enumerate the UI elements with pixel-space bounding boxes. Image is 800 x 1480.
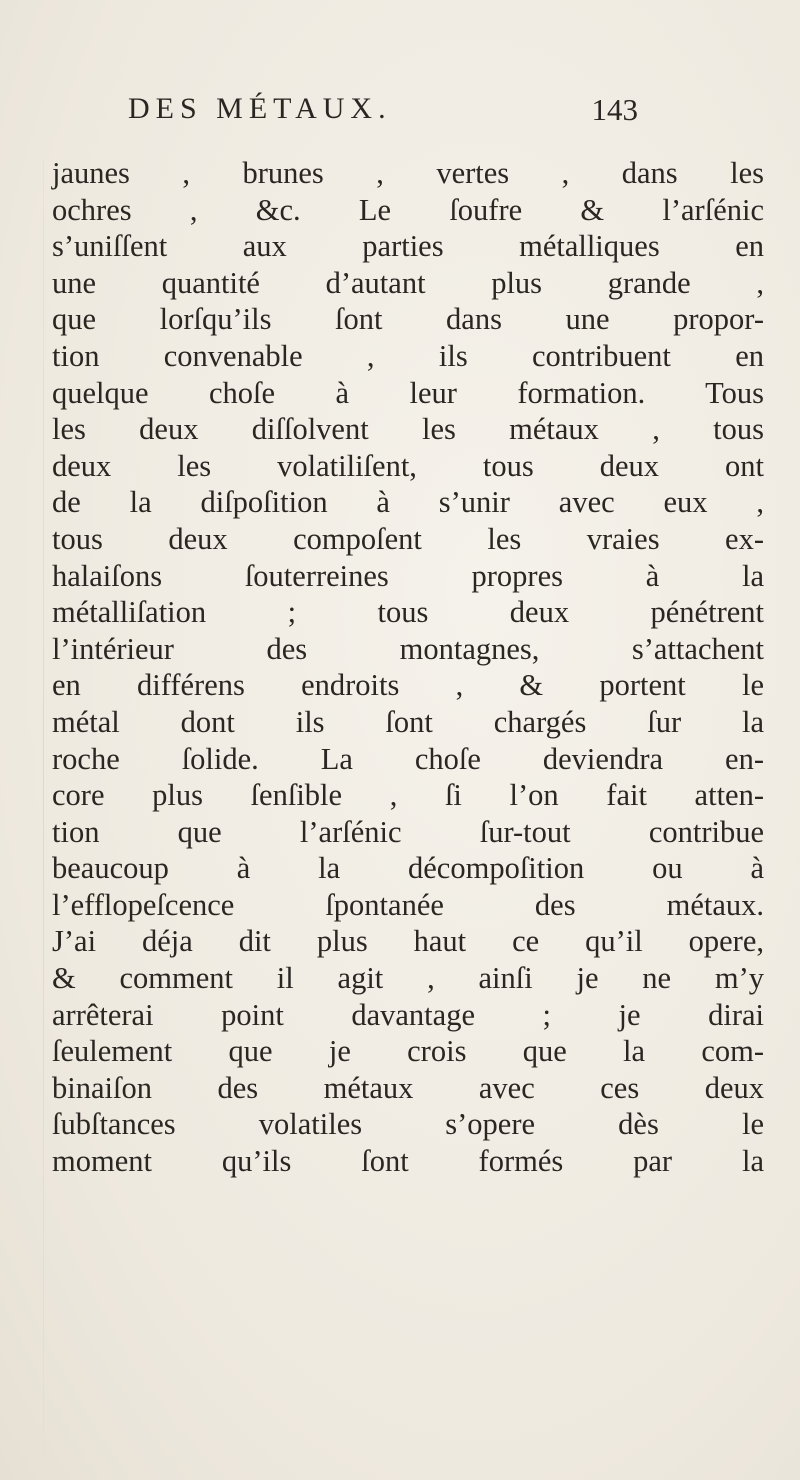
page-number: 143 — [591, 92, 638, 127]
text-line: jaunes , brunes , vertes , dans les — [52, 156, 764, 190]
text-line: métalliſation ; tous deux pénétrent — [52, 595, 764, 630]
text-line: s’uniſſent aux parties métalliques en — [52, 229, 764, 264]
text-line: de la diſpoſition à s’unir avec eux , — [52, 485, 764, 520]
text-line: arrêterai point davantage ; je dirai — [52, 997, 764, 1032]
text-line: ſubſtances volatiles s’opere dès le — [52, 1107, 764, 1142]
text-line: tous deux compoſent les vraies ex- — [52, 521, 764, 556]
text-line: l’intérieur des montagnes, s’attachent — [52, 631, 764, 666]
text-line: & comment il agit , ainſi je ne m’y — [52, 961, 764, 996]
body-text — [52, 155, 764, 1180]
text-line: tion convenable , ils contribuent en — [52, 338, 764, 373]
text-line: beaucoup à la décompoſition ou à — [52, 851, 764, 886]
text-line: les deux diſſolvent les métaux , tous — [52, 412, 764, 447]
text-line: deux les volatiliſent, tous deux ont — [52, 448, 764, 483]
text-line: que lorſqu’ils ſont dans une propor- — [52, 302, 764, 337]
page-gutter-shadow — [43, 160, 44, 1460]
text-line: core plus ſenſible , ſi l’on fait atten- — [52, 778, 764, 813]
text-line: ſeulement que je crois que la com- — [52, 1034, 764, 1069]
text-line: en différens endroits , & portent le — [52, 668, 764, 703]
text-line: une quantité d’autant plus grande , — [52, 265, 764, 300]
text-line: J’ai déja dit plus haut ce qu’il opere, — [52, 924, 764, 959]
text-line: tion que l’arſénic ſur-tout contribue — [52, 814, 764, 849]
running-head: DES MÉTAUX. — [128, 92, 392, 125]
text-line: métal dont ils ſont chargés ſur la — [52, 704, 764, 739]
text-line: roche ſolide. La choſe deviendra en- — [52, 741, 764, 776]
text-line: binaiſon des métaux avec ces deux — [52, 1070, 764, 1105]
text-line: halaiſons ſouterreines propres à la — [52, 558, 764, 593]
page-header — [128, 92, 638, 142]
text-line: moment qu’ils ſont formés par la — [52, 1144, 764, 1179]
text-line: l’efflореſcence ſpontanée des métaux. — [52, 887, 764, 922]
text-line: quelque choſe à leur formation. Tous — [52, 375, 764, 410]
text-line: ochres , &c. Le ſoufre & l’arſénic — [52, 192, 764, 227]
